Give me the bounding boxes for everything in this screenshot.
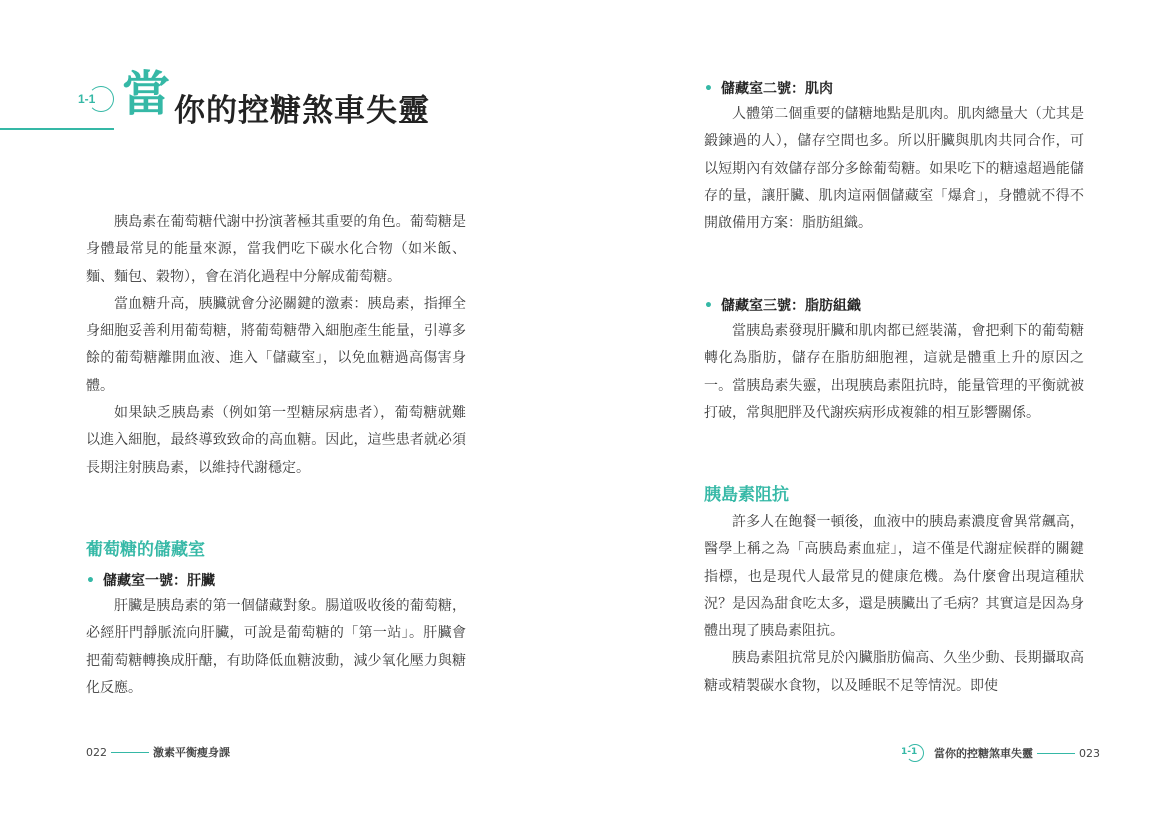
footer-chapter-title: 當你的控糖煞車失靈 (934, 747, 1033, 760)
fat-text (704, 318, 1084, 427)
book-title: 激素平衡瘦身課 (153, 746, 230, 759)
paragraph: 如果缺乏胰島素（例如第一型糖尿病患者），葡萄糖就難以進入細胞，最終導致致命的高血糖。因此，這些患者就必須長期注射胰島素，以維持代謝穩定。 (86, 405, 466, 476)
subsection-title: • 儲藏室一號：肝臟 (86, 573, 215, 589)
page-footer (86, 744, 230, 760)
bullet-icon: • (704, 81, 713, 97)
paragraph: 當血糖升高，胰臟就會分泌關鍵的激素：胰島素，指揮全身細胞妥善利用葡萄糖，將葡萄糖帶入細胞產生能量，引導多餘的葡萄糖離開血液、進入「儲藏室」，以免血糖過高傷害身體。 (86, 295, 466, 394)
chapter-rule (0, 128, 114, 130)
page-footer (901, 744, 1100, 762)
section-title: 胰島素阻抗 (704, 485, 789, 505)
footer-rule (111, 752, 149, 753)
subsection-title: • 儲藏室三號：脂肪組織 (704, 298, 861, 314)
bullet-icon: • (86, 573, 95, 589)
chapter-circle-icon: 1-1 (906, 744, 924, 762)
subsection-title: • 儲藏室二號：肌肉 (704, 81, 833, 97)
page-number: 022 (86, 745, 107, 759)
paragraph: 人體第二個重要的儲糖地點是肌肉。肌肉總量大（尤其是鍛鍊過的人），儲存空間也多。所以肝臟與肌肉共同合作，可以短期內有效儲存部分多餘葡萄糖。如果吃下的糖遠超過能儲存的量，讓肝臟、肌肉這兩個儲藏室「爆倉」，身體就不得不開啟備用方案：脂肪組織。 (704, 106, 1084, 232)
bullet-icon: • (704, 298, 713, 314)
chapter-number: 1-1 (78, 92, 96, 106)
paragraph: 當胰島素發現肝臟和肌肉都已經裝滿，會把剩下的葡萄糖轉化為脂肪，儲存在脂肪細胞裡，這就是體重上升的原因之一。當胰島素失靈，出現胰島素阻抗時，能量管理的平衡就被打破，常與肥胖及代謝疾病形成複雜的相互影響關係。 (704, 323, 1084, 421)
liver-text (86, 593, 466, 702)
section-title: 葡萄糖的儲藏室 (86, 540, 205, 560)
chapter-title-initial: 當 (122, 66, 171, 122)
muscle-text (704, 101, 1084, 237)
footer-rule (1037, 753, 1075, 754)
resistance-text (704, 509, 1084, 700)
chapter-title: 你的控糖煞車失靈 (174, 93, 430, 129)
right-page (582, 0, 1164, 816)
intro-text (86, 209, 466, 482)
paragraph: 肝臟是胰島素的第一個儲藏對象。腸道吸收後的葡萄糖，必經肝門靜脈流向肝臟，可說是葡萄糖的「第一站」。肝臟會把葡萄糖轉換成肝醣，有助降低血糖波動，減少氧化壓力與糖化反應。 (86, 598, 466, 696)
paragraph: 胰島素在葡萄糖代謝中扮演著極其重要的角色。葡萄糖是身體最常見的能量來源，當我們吃下碳水化合物（如米飯、麵、麵包、穀物），會在消化過程中分解成葡萄糖。 (86, 214, 466, 285)
paragraph: 許多人在飽餐一頓後，血液中的胰島素濃度會異常飆高，醫學上稱之為「高胰島素血症」，這不僅是代謝症候群的關鍵指標，也是現代人最常見的健康危機。為什麼會出現這種狀況？是因為甜食吃太多，還是胰臟出了毛病？其實這是因為身體出現了胰島素阻抗。 (704, 514, 1084, 640)
page-number: 023 (1079, 746, 1100, 760)
paragraph: 胰島素阻抗常見於內臟脂肪偏高、久坐少動、長期攝取高糖或精製碳水食物，以及睡眠不足等情況。即使 (704, 650, 1084, 694)
